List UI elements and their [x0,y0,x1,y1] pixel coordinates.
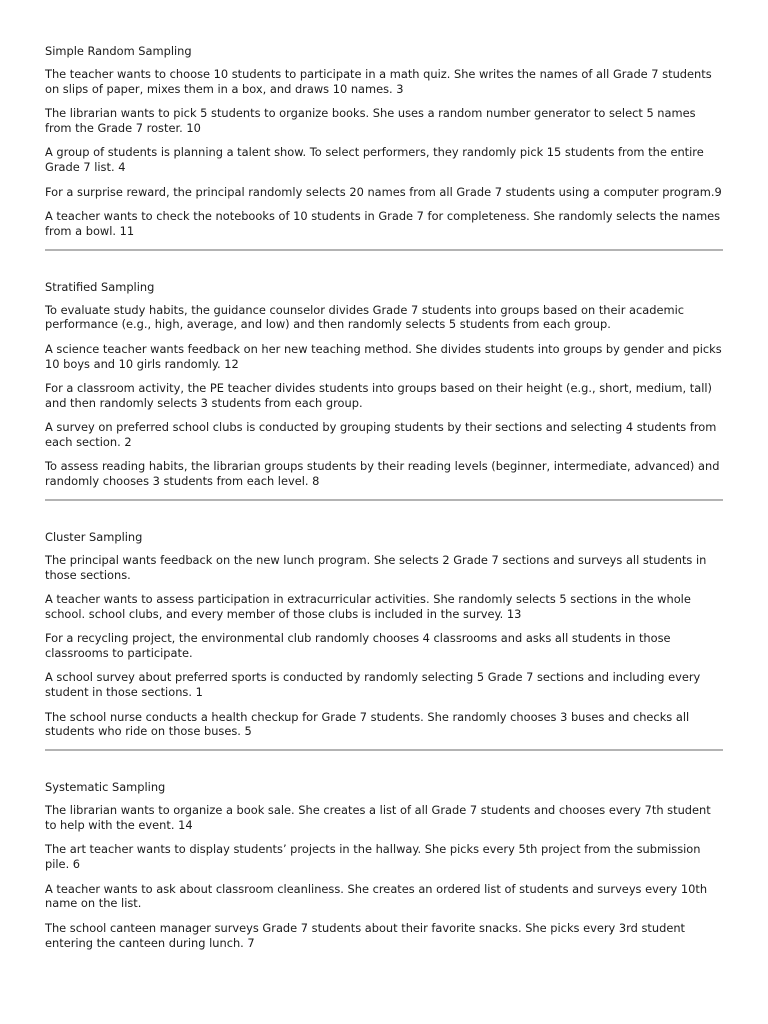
list-item: For a classroom activity, the PE teacher divides students into groups based on their height (e.g., short, medium, tall) and then randomly selects 3 students from each group. [45,380,712,410]
list-item: For a surprise reward, the principal randomly selects 20 names from all Grade 7 students using a computer program.9 [45,184,722,199]
section-heading: Systematic Sampling [45,780,166,795]
section-stratified-sampling [45,280,723,489]
list-item: A school survey about preferred sports is conducted by randomly selecting 5 Grade 7 sections and including every student in those sections. 1 [45,670,701,700]
list-item: A group of students is planning a talent show. To select performers, they randomly pick 15 students from the entire Grade 7 list. 4 [45,145,704,175]
list-item: The art teacher wants to display students’ projects in the hallway. She picks every 5th project from the submission pile. 6 [45,842,701,872]
list-item: A survey on preferred school clubs is conducted by grouping students by their sections and selecting 4 students from each section. 2 [45,420,717,449]
list-item: The school nurse conducts a health checkup for Grade 7 students. She randomly chooses 3 buses and checks all students who ride on those buses. 5 [45,709,690,739]
list-item: The librarian wants to pick 5 students to organize books. She uses a random number generator to select 5 names from the Grade 7 roster. 10 [45,106,696,135]
list-item: To assess reading habits, the librarian groups students by their reading levels (beginner, intermediate, advanced) and randomly chooses 3 students from each level. 8 [45,459,720,489]
list-item: The school canteen manager surveys Grade 7 students about their favorite snacks. She picks every 3rd student entering the canteen during lunch. 7 [45,920,686,950]
list-item: The principal wants feedback on the new lunch program. She selects 2 Grade 7 sections and surveys all students in those sections. [45,552,707,582]
section-simple-random-sampling [45,44,723,239]
list-item: A teacher wants to check the notebooks of 10 students in Grade 7 for completeness. She randomly selects the names from a bowl. 11 [45,208,721,238]
list-item: For a recycling project, the environmental club randomly chooses 4 classrooms and asks all students in those classrooms to participate. [45,631,671,661]
section-systematic-sampling [45,780,723,950]
list-item: To evaluate study habits, the guidance counselor divides Grade 7 students into groups based on their academic performance (e.g., high, average, and low) and then randomly selects 5 students from each group. [45,302,684,332]
list-item: A teacher wants to assess participation in extracurricular activities. She randomly selects 5 sections in the whole school. school clubs, and every member of those clubs is included in the survey. 13 [45,592,691,621]
list-item: The teacher wants to choose 10 students to participate in a math quiz. She writes the names of all Grade 7 students on slips of paper, mixes them in a box, and draws 10 names. 3 [45,67,712,96]
list-item: The librarian wants to organize a book sale. She creates a list of all Grade 7 students and chooses every 7th student to help with the event. 14 [45,803,711,833]
section-divider [45,249,723,251]
section-cluster-sampling [45,530,723,739]
list-item: A teacher wants to ask about classroom cleanliness. She creates an ordered list of students and surveys every 10th name on the list. [45,881,708,911]
list-item: A science teacher wants feedback on her new teaching method. She divides students into groups by gender and picks 10 boys and 10 girls randomly. 12 [45,341,722,371]
section-heading: Cluster Sampling [45,529,143,544]
section-divider [45,499,723,501]
section-divider [45,749,723,751]
section-heading: Stratified Sampling [45,279,155,294]
section-heading: Simple Random Sampling [45,44,192,58]
